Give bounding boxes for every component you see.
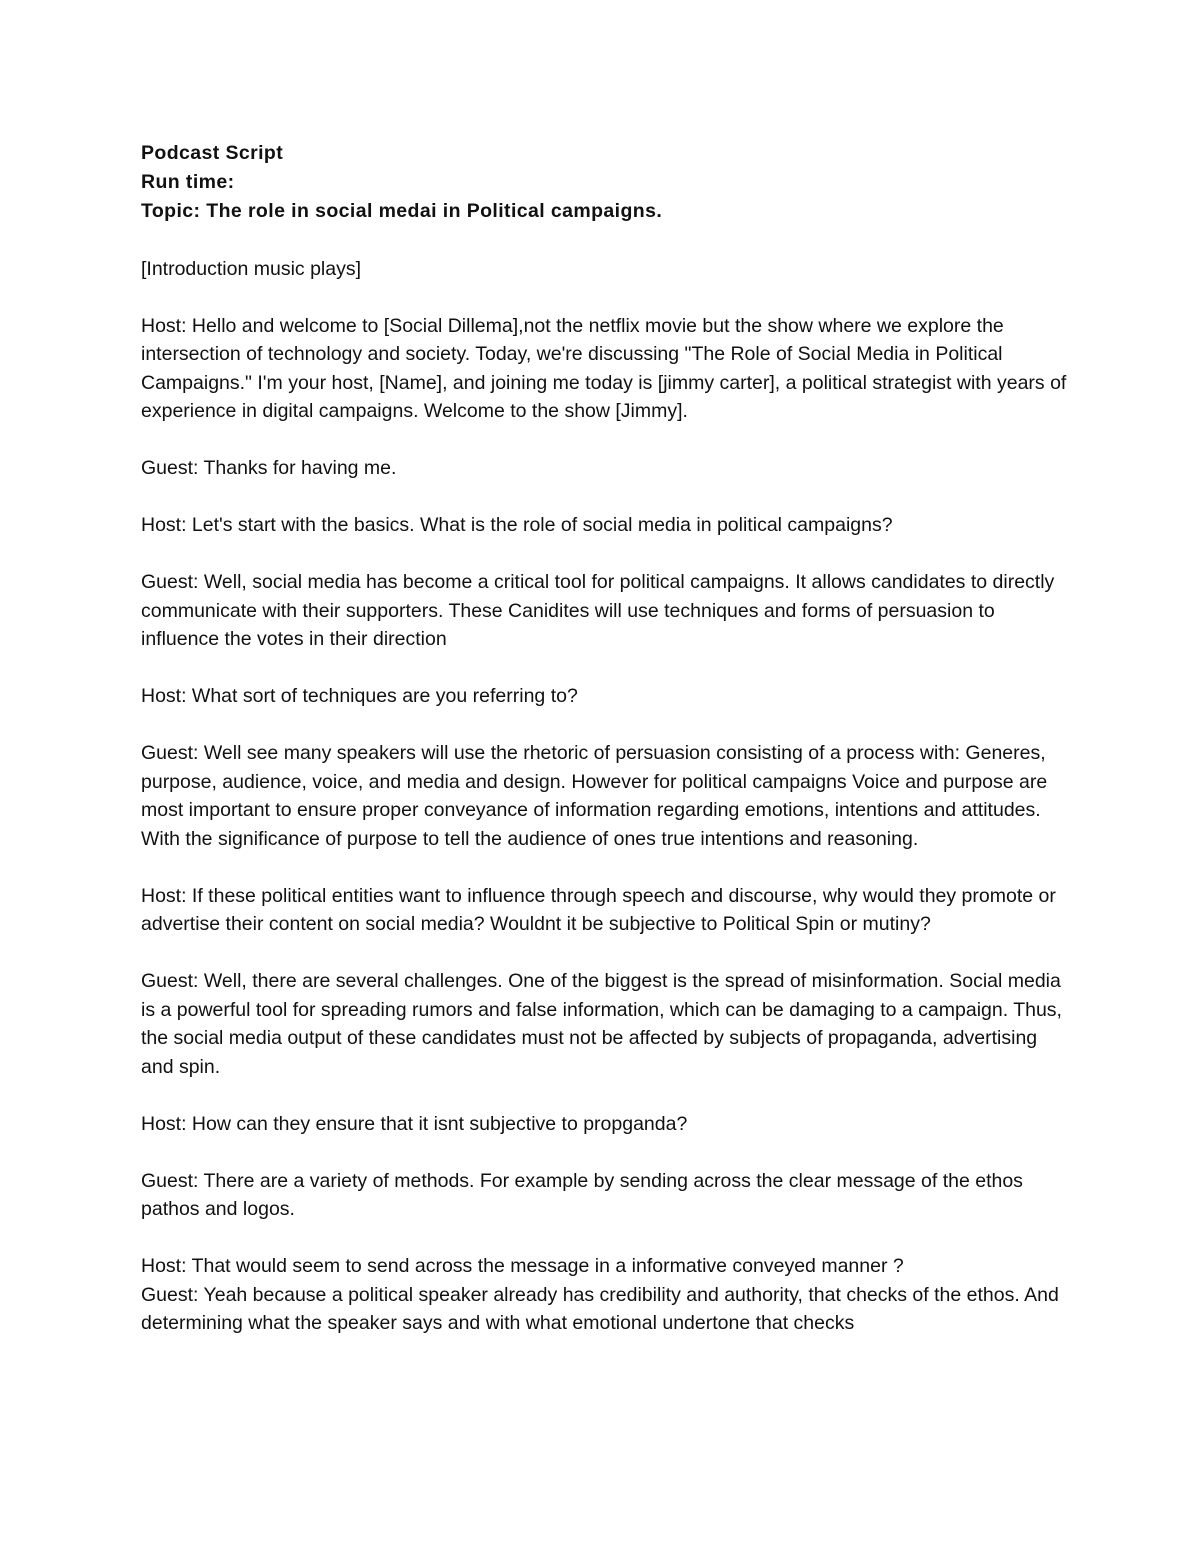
host-line: Host: If these political entities want to influence through speech and discourse, why would they promote or advertise their content on social media? Wouldnt it be subjective to Political Spin or mutiny? <box>141 884 1056 935</box>
guest-line: Guest: Yeah because a political speaker already has credibility and authority, that checks of the ethos. And determining what the speaker says and with what emotional undertone that checks <box>141 1283 1059 1334</box>
document-title: Podcast Script <box>141 142 284 164</box>
guest-line: Guest: There are a variety of methods. For example by sending across the clear message of the ethos pathos and logos. <box>141 1169 1023 1220</box>
host-line: Host: Let's start with the basics. What is the role of social media in political campaigns? <box>141 514 893 536</box>
guest-line: Guest: Well, social media has become a critical tool for political campaigns. It allows candidates to directly communicate with their supporters. These Canidites will use techniques and forms of persuasion to influence the votes in their direction <box>141 571 1055 650</box>
host-line: Host: Hello and welcome to [Social Dillema],not the netflix movie but the show where we explore the intersection of technology and society. Today, we're discussing "The Role of Social Media in Political Campaigns." I'm your host, [Name], and joining me today is [jimmy carter], a political strategist with years of experience in digital campaigns. Welcome to the show [Jimmy]. <box>141 314 1067 422</box>
host-line: Host: What sort of techniques are you referring to? <box>141 685 578 707</box>
guest-line: Guest: Well, there are several challenges. One of the biggest is the spread of misinformation. Social media is a powerful tool for spreading rumors and false information, which can be damaging to a campaign. Thus, the social media output of these candidates must not be affected by subjects of propaganda, advertising and spin. <box>141 970 1062 1078</box>
host-line: Host: How can they ensure that it isnt subjective to propganda? <box>141 1112 688 1135</box>
spacer <box>141 226 1071 255</box>
stage-direction: [Introduction music plays] <box>141 257 362 280</box>
host-line: Host: That would seem to send across the message in a informative conveyed manner ? <box>141 1255 904 1277</box>
run-time-label: Run time: <box>141 171 235 193</box>
document-page <box>141 139 1071 1338</box>
guest-line: Guest: Well see many speakers will use the rhetoric of persuasion consisting of a process with: Generes, purpose, audience, voice, and media and design. However for political campaigns Voice and purpose are most important to ensure proper conveyance of information regarding emotions, intentions and attitudes. With the significance of purpose to tell the audience of ones true intentions and reasoning. <box>141 742 1048 850</box>
topic-heading: Topic: The role in social medai in Political campaigns. <box>141 200 663 222</box>
guest-line: Guest: Thanks for having me. <box>141 457 397 479</box>
